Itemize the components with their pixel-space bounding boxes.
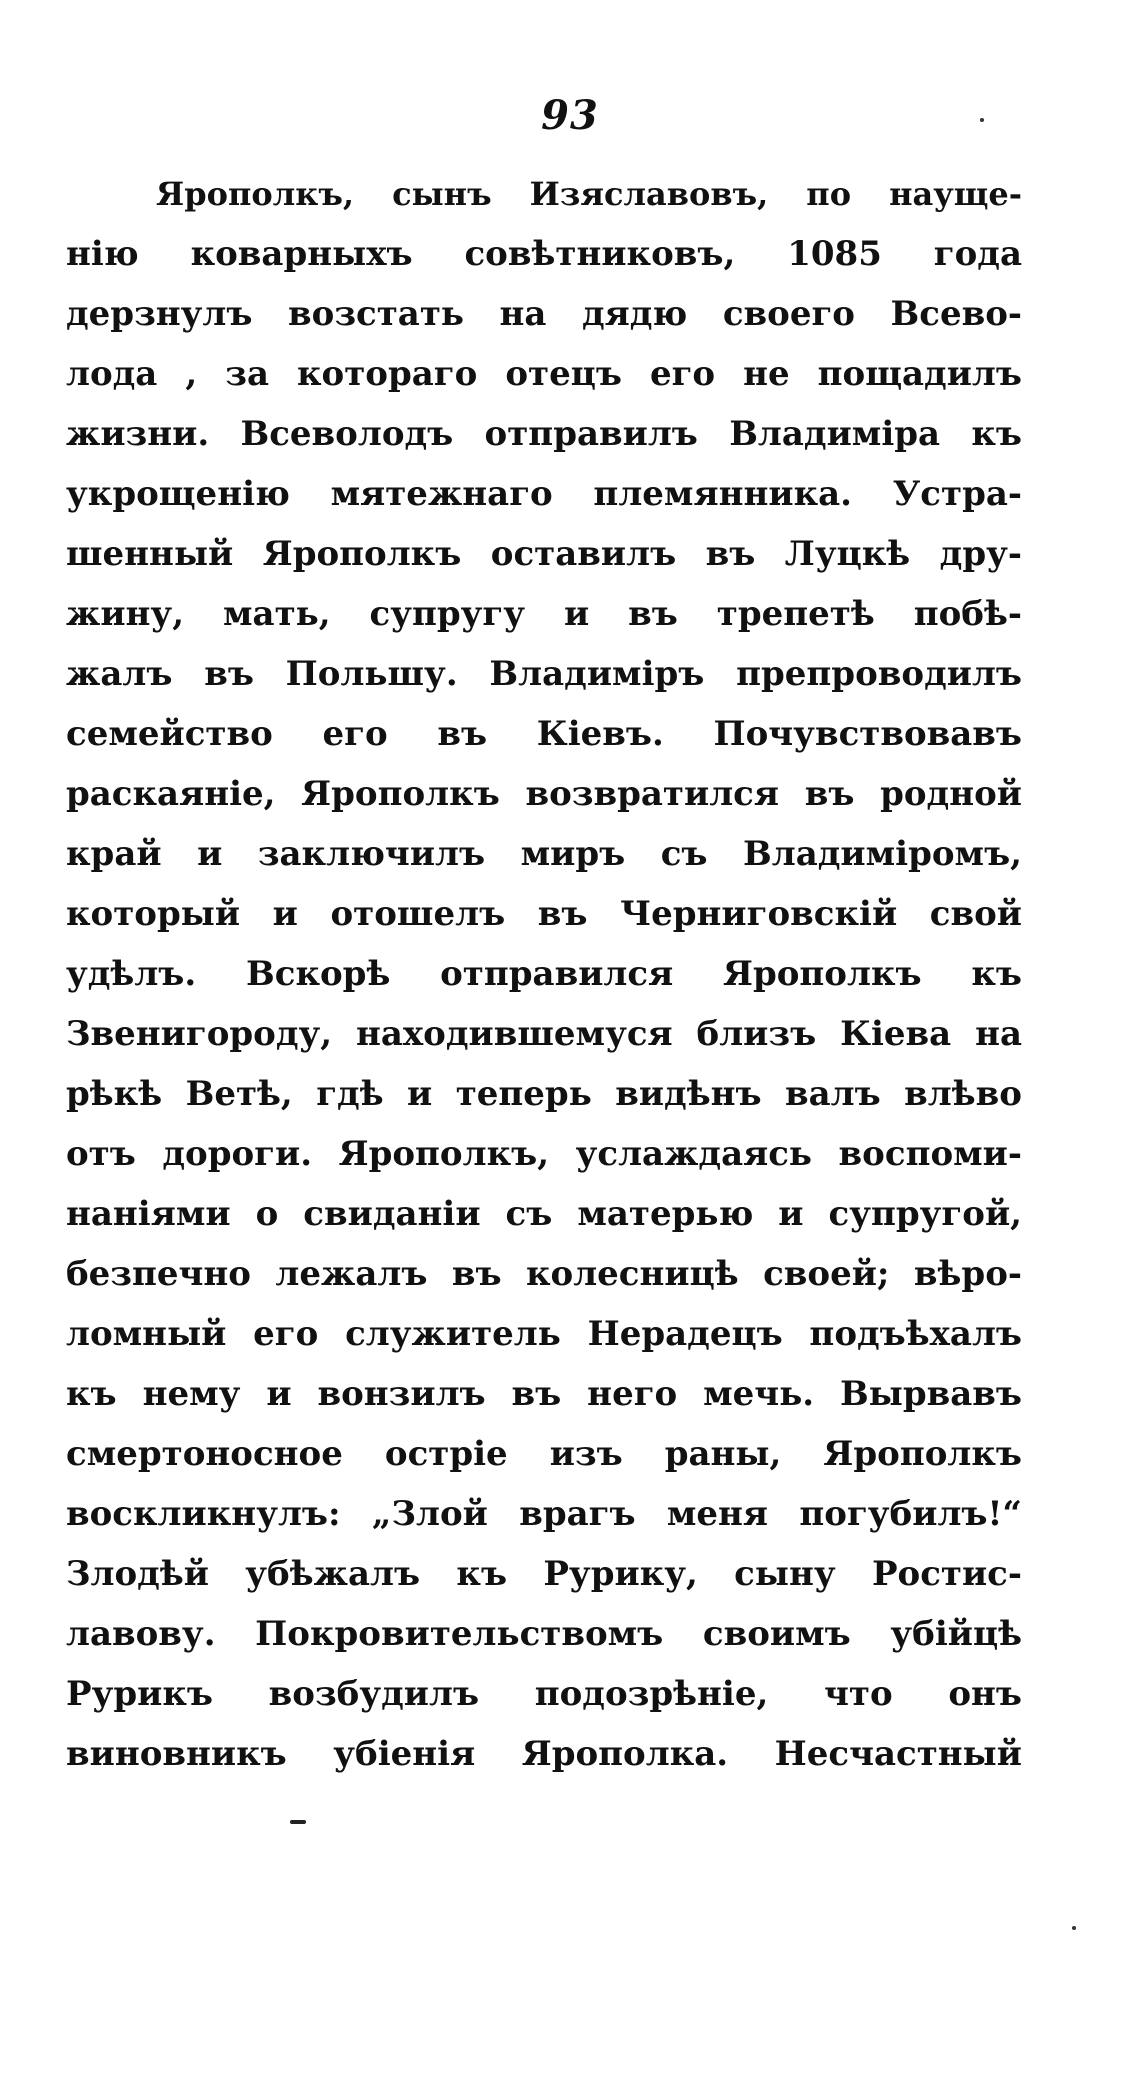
text-line: семейство его въ Кіевъ. Почувствовавъ [66, 714, 1022, 754]
text-line: лода , за котораго отецъ его не пощадилъ [66, 354, 1022, 394]
text-line: Звенигороду, находившемуся близъ Кіева на [66, 1014, 1022, 1054]
text-line: рѣкѣ Ветѣ, гдѣ и теперь видѣнъ валъ влѣво [66, 1074, 1022, 1114]
text-line: Злодѣй убѣжалъ къ Рурику, сыну Ростис- [66, 1554, 1022, 1594]
text-line: который и отошелъ въ Черниговскій свой [66, 894, 1022, 934]
text-line: Рурикъ возбудилъ подозрѣніе, что онъ [66, 1674, 1022, 1714]
text-line: дерзнулъ возстать на дядю своего Всево- [66, 294, 1022, 334]
text-line: наніями о свиданіи съ матерью и супругой, [66, 1194, 1022, 1234]
text-line: къ нему и вонзилъ въ него мечь. Вырвавъ [66, 1374, 1022, 1414]
text-line: Ярополкъ, сынъ Изяславовъ, по науще- [156, 175, 1022, 213]
text-line: жизни. Всеволодъ отправилъ Владиміра къ [66, 414, 1022, 454]
text-line: смертоносное остріе изъ раны, Ярополкъ [66, 1434, 1022, 1474]
scan-speck [1072, 1926, 1076, 1930]
page-number: 93 [541, 92, 599, 139]
text-line: удѣлъ. Вскорѣ отправился Ярополкъ къ [66, 954, 1022, 994]
text-line: укрощенію мятежнаго племянника. Устра- [66, 474, 1022, 514]
text-line: безпечно лежалъ въ колесницѣ своей; вѣро- [66, 1254, 1022, 1294]
text-line: отъ дороги. Ярополкъ, услаждаясь воспоми- [66, 1134, 1022, 1174]
text-line: нію коварныхъ совѣтниковъ, 1085 года [66, 234, 1022, 274]
text-line: воскликнулъ: „Злой врагъ меня погубилъ!“ [66, 1494, 1022, 1534]
scan-speck [980, 118, 984, 122]
body-text [66, 164, 1022, 1784]
text-line: край и заключилъ миръ съ Владиміромъ, [66, 834, 1022, 874]
text-line: жину, мать, супругу и въ трепетѣ побѣ- [66, 594, 1022, 634]
scan-speck [290, 1820, 306, 1824]
text-line: жалъ въ Польшу. Владиміръ препроводилъ [66, 654, 1022, 694]
text-line: шенный Ярополкъ оставилъ въ Луцкѣ дру- [66, 534, 1022, 574]
text-line: виновникъ убіенія Ярополка. Несчастный [66, 1734, 1022, 1774]
text-line: ломный его служитель Нерадецъ подъѣхалъ [66, 1314, 1022, 1354]
text-line: раскаяніе, Ярополкъ возвратился въ родной [66, 774, 1022, 814]
text-line: лавову. Покровительствомъ своимъ убійцѣ [66, 1614, 1022, 1654]
